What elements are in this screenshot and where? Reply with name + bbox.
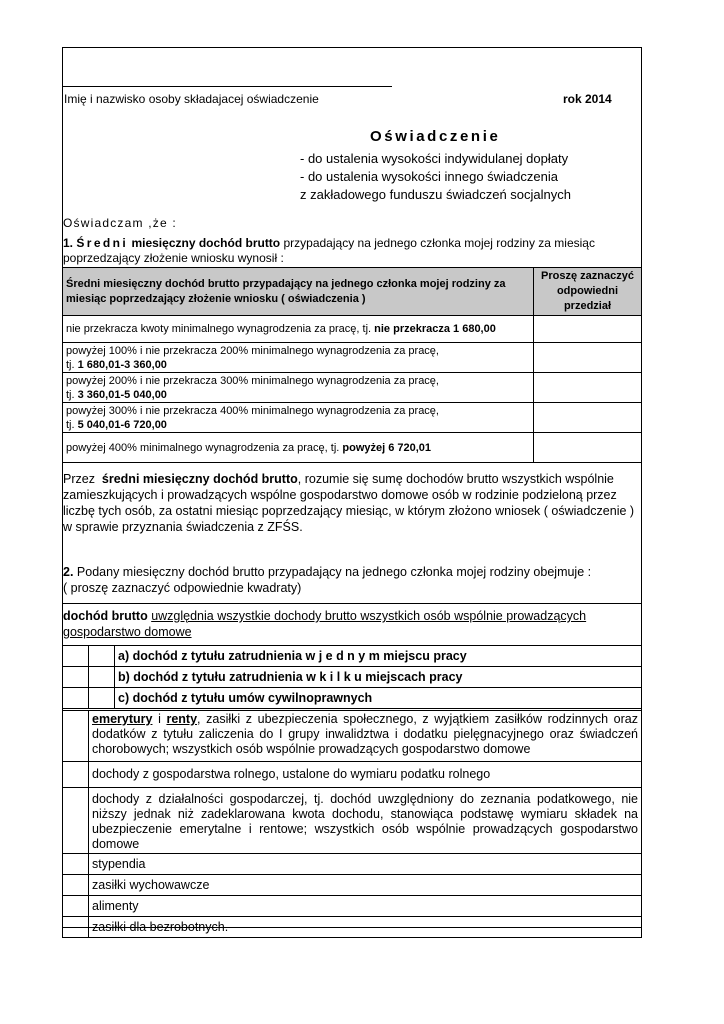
employment-row-b	[63, 667, 642, 688]
section-2-paragraph	[63, 564, 639, 596]
declaration-intro: Oświadczam ,że :	[63, 216, 177, 230]
divider-top	[62, 603, 642, 604]
income-row-5	[63, 433, 642, 463]
section-1-paragraph	[63, 236, 641, 266]
income-row-1-checkbox[interactable]	[534, 316, 642, 343]
business-text: dochody z działalności gospodarczej, tj. dochód uwzględniony do zeznania podatkowego, nie niższy jednak niż zadeklarowana kwota dochodu, stanowiąca podstawę wymiaru składek na ubezpieczenie emerytalne i rentowe; wszystkich osób wspólnie prowadzących gospodarstwo domowe	[89, 788, 642, 854]
farm-checkbox[interactable]	[63, 762, 89, 788]
income-row-3-checkbox[interactable]	[534, 373, 642, 403]
employment-table	[62, 645, 642, 709]
childcare-text: zasiłki wychowawcze	[89, 875, 642, 896]
other-income-table	[62, 710, 642, 938]
alimony-checkbox[interactable]	[63, 896, 89, 917]
employment-b-label: b) dochód z tytułu zatrudnienia w k i l k u miejscach pracy	[115, 667, 642, 688]
section-1-number: 1.	[63, 236, 74, 250]
employment-c-label: c) dochód z tytułu umów cywilnoprawnych	[115, 688, 642, 709]
scholarship-text: stypendia	[89, 854, 642, 875]
section-2-text: Podany miesięczny dochód brutto przypadający na jednego członka mojej rodziny obejmuje :	[76, 565, 592, 579]
document-title: Oświadczenie	[370, 128, 501, 145]
year-label: rok 2014	[563, 92, 612, 106]
income-row-3-text: powyżej 200% i nie przekracza 300% minimalnego wynagrodzenia za pracę, tj. 3 360,01-5 040,00	[63, 373, 534, 403]
section-2-number: 2.	[63, 565, 74, 579]
income-header-left: Średni miesięczny dochód brutto przypadający na jednego członka mojej rodziny za miesiąc poprzedzający złożenie wniosku ( oświadczenia )	[63, 268, 534, 316]
income-farm-row	[63, 762, 642, 788]
income-alimony-row	[63, 896, 642, 917]
income-pension-row	[63, 711, 642, 762]
income-business-row	[63, 788, 642, 854]
income-row-1-text: nie przekracza kwoty minimalnego wynagrodzenia za pracę, tj. nie przekracza 1 680,00	[63, 316, 534, 343]
income-row-1	[63, 316, 642, 343]
includes-note: dochód brutto uwzględnia wszystkie dochody brutto wszystkich osób wspólnie prowadzących gospodarstwo domowe	[63, 609, 587, 639]
employment-c-subbox[interactable]	[89, 688, 115, 709]
income-row-4-text: powyżej 300% i nie przekracza 400% minimalnego wynagrodzenia za pracę, tj. 5 040,01-6 720,00	[63, 403, 534, 433]
name-label: Imię i nazwisko osoby składajacej oświadczenie	[64, 92, 319, 106]
income-header-right: Proszę zaznaczyć odpowiedni przedział	[534, 268, 642, 316]
income-row-5-checkbox[interactable]	[534, 433, 642, 463]
income-row-4	[63, 403, 642, 433]
business-checkbox[interactable]	[63, 788, 89, 854]
section-1-bold: miesięczny dochód brutto	[131, 236, 281, 250]
income-childcare-row	[63, 875, 642, 896]
alimony-text: alimenty	[89, 896, 642, 917]
section-1-rest: przypadający na jednego członka mojej rodziny za miesiąc poprzedzający złożenie wniosku wynosił :	[63, 236, 595, 265]
employment-a-subbox[interactable]	[89, 646, 115, 667]
subtitle-3: z zakładowego funduszu świadczeń socjalnych	[300, 187, 571, 202]
income-row-2-text: powyżej 100% i nie przekracza 200% minimalnego wynagrodzenia za pracę, tj. 1 680,01-3 360,00	[63, 343, 534, 373]
section-1-spaced: Średni	[76, 236, 129, 250]
employment-row-a	[63, 646, 642, 667]
pension-checkbox[interactable]	[63, 711, 89, 762]
income-scholarship-row	[63, 854, 642, 875]
subtitle-1: - do ustalenia wysokości indywidulanej dopłaty	[300, 151, 569, 166]
employment-a-checkbox[interactable]	[63, 646, 89, 667]
income-row-3	[63, 373, 642, 403]
income-row-2-checkbox[interactable]	[534, 343, 642, 373]
income-row-5-text: powyżej 400% minimalnego wynagrodzenia za pracę, tj. powyżej 6 720,01	[63, 433, 534, 463]
employment-b-subbox[interactable]	[89, 667, 115, 688]
scholarship-checkbox[interactable]	[63, 854, 89, 875]
section-2-note: ( proszę zaznaczyć odpowiednie kwadraty)	[63, 581, 302, 595]
pension-text: emerytury i renty, zasiłki z ubezpieczenia społecznego, z wyjątkiem zasiłków rodzinnych oraz dodatków z tytułu zaliczenia do I grupy inwalidztwa i dodatku pielęgnacyjnego oraz świadczeń chorobowych; wszystkich osób wspólnie prowadzących gospodarstwo domowe	[89, 711, 642, 762]
income-row-2	[63, 343, 642, 373]
unemployment-text: zasiłki dla bezrobotnych.	[89, 917, 642, 938]
income-table-header	[63, 268, 642, 316]
income-row-4-checkbox[interactable]	[534, 403, 642, 433]
income-range-table	[62, 267, 642, 463]
income-definition: Przez średni miesięczny dochód brutto, rozumie się sumę dochodów brutto wszystkich wspólnie zamieszkujących i prowadzących wspólne gospodarstwo domowe osób w rodzinie podzieloną przez liczbę tych osób, za ostatni miesiąc poprzedzający miesiąc, w którym złożono wniosek ( oświadczenie ) w sprawie przyznania świadczenia z ZFŚS.	[63, 472, 635, 534]
employment-a-label: a) dochód z tytułu zatrudnienia w j e d n y m miejscu pracy	[115, 646, 642, 667]
employment-b-checkbox[interactable]	[63, 667, 89, 688]
subtitle-2: - do ustalenia wysokości innego świadczenia	[300, 169, 558, 184]
employment-c-checkbox[interactable]	[63, 688, 89, 709]
name-signature-line	[62, 86, 392, 87]
unemployment-checkbox[interactable]	[63, 917, 89, 938]
farm-text: dochody z gospodarstwa rolnego, ustalone do wymiaru podatku rolnego	[89, 762, 642, 788]
childcare-checkbox[interactable]	[63, 875, 89, 896]
income-unemployment-row	[63, 917, 642, 938]
employment-row-c	[63, 688, 642, 709]
